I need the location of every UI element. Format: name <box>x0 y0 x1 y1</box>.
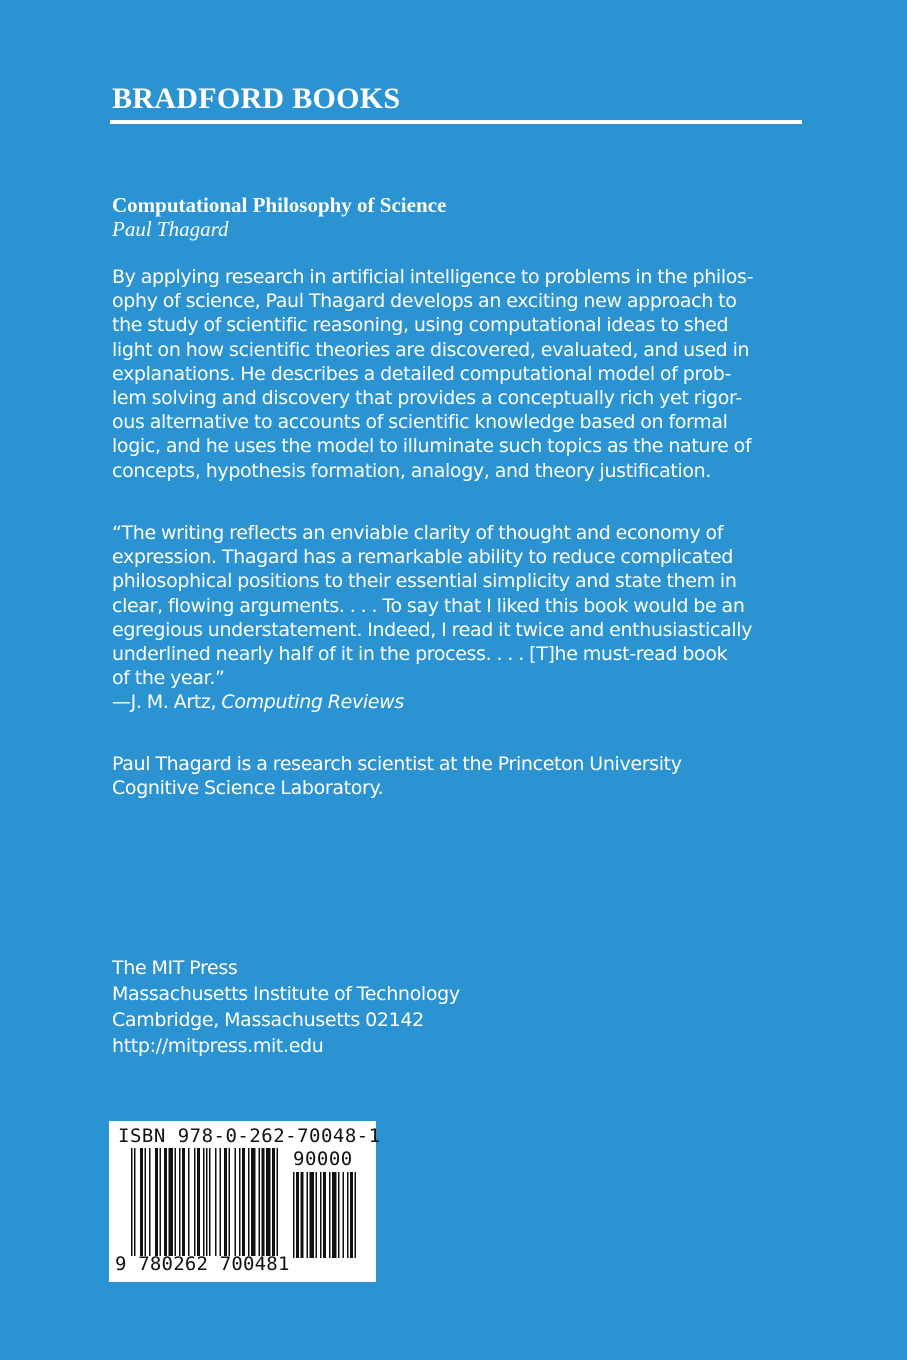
barcode-bar <box>182 1148 185 1256</box>
price-code: 90000 <box>293 1148 353 1170</box>
publisher-block <box>112 955 812 1059</box>
barcode-bar <box>262 1148 265 1256</box>
barcode-bar <box>175 1148 177 1256</box>
addon-barcode-bars <box>293 1172 367 1258</box>
bio-line: Paul Thagard is a research scientist at the Princeton University <box>112 753 682 775</box>
barcode-bar <box>206 1148 208 1256</box>
barcode-bar <box>134 1148 136 1256</box>
author-bio <box>112 752 812 800</box>
barcode-bar <box>277 1148 279 1256</box>
description-line: lem solving and discovery that provides a conceptually rich yet rigor- <box>112 387 742 410</box>
barcode-bar <box>145 1148 147 1256</box>
reviewer-name: —J. M. Artz, <box>112 691 222 714</box>
barcode-bar <box>266 1148 271 1256</box>
isbn-label: ISBN 978-0-262-70048-1 <box>118 1125 381 1147</box>
barcode-bar <box>224 1148 227 1256</box>
barcode-bar <box>149 1148 151 1256</box>
barcode-bar <box>242 1148 245 1256</box>
ean-digits: 9 780262 700481 <box>115 1253 290 1275</box>
barcode-bar <box>323 1172 326 1258</box>
barcode-bar <box>259 1148 261 1256</box>
barcode-bar <box>239 1148 241 1256</box>
barcode-bar <box>140 1148 143 1256</box>
barcode-bar <box>248 1148 250 1256</box>
barcode-bar <box>229 1148 231 1256</box>
publisher-name: The MIT Press <box>112 957 238 979</box>
series-title: BRADFORD BOOKS <box>112 82 401 115</box>
barcode-bar <box>251 1148 256 1256</box>
barcode-bar <box>194 1148 196 1256</box>
review-source: Computing Reviews <box>221 691 404 714</box>
barcode-bar <box>307 1172 309 1258</box>
book-description <box>112 265 812 483</box>
review-line: underlined nearly half of it in the process. . . . [T]he must-read book <box>112 643 728 666</box>
barcode-bar <box>347 1172 349 1258</box>
barcode-bar <box>220 1148 222 1256</box>
barcode-bar <box>188 1148 190 1256</box>
barcode-bar <box>343 1172 345 1258</box>
barcode-bar <box>169 1148 174 1256</box>
barcode-bar <box>209 1148 211 1256</box>
ean-barcode-bars <box>131 1148 281 1256</box>
review-line: expression. Thagard has a remarkable ability to reduce complicated <box>112 546 734 569</box>
barcode-bar <box>301 1172 304 1258</box>
review-line: “The writing reflects an enviable clarity of thought and economy of <box>112 522 724 544</box>
description-line: logic, and he uses the model to illuminate such topics as the nature of <box>112 435 752 458</box>
bio-line: Cognitive Science Laboratory. <box>112 777 384 800</box>
barcode-bar <box>350 1172 353 1258</box>
barcode-bar <box>316 1172 318 1258</box>
barcode-bar <box>164 1148 167 1256</box>
description-line: the study of scientific reasoning, using computational ideas to shed <box>112 314 729 337</box>
barcode-bar <box>310 1172 315 1258</box>
publisher-institution: Massachusetts Institute of Technology <box>112 983 460 1005</box>
description-line: concepts, hypothesis formation, analogy, and theory justification. <box>112 459 712 482</box>
barcode-bar <box>329 1172 331 1258</box>
barcode-bar <box>293 1172 295 1258</box>
description-line: light on how scientific theories are discovered, evaluated, and used in <box>112 338 750 361</box>
review-quote <box>112 521 812 715</box>
barcode-bar <box>338 1172 340 1258</box>
description-line: ophy of science, Paul Thagard develops an exciting new approach to <box>112 290 737 313</box>
barcode-bar <box>155 1148 158 1256</box>
description-line: ous alternative to accounts of scientific knowledge based on formal <box>112 411 728 434</box>
barcode-bar <box>160 1148 162 1256</box>
review-line: clear, flowing arguments. . . . To say that I liked this book would be an <box>112 594 745 617</box>
review-attribution <box>112 690 812 714</box>
header-rule <box>110 120 802 124</box>
book-author: Paul Thagard <box>112 217 229 241</box>
publisher-address: Cambridge, Massachusetts 02142 <box>112 1009 424 1031</box>
barcode-bar <box>320 1172 322 1258</box>
barcode-bar <box>332 1172 337 1258</box>
barcode-bar <box>272 1148 275 1256</box>
barcode-bar <box>197 1148 200 1256</box>
review-line: egregious understatement. Indeed, I read it twice and enthusiastically <box>112 618 753 641</box>
description-line: explanations. He describes a detailed computational model of prob- <box>112 362 731 385</box>
isbn-barcode <box>109 1121 381 1282</box>
barcode-bar <box>131 1148 133 1256</box>
review-line: of the year.” <box>112 667 225 690</box>
barcode-bar <box>235 1148 237 1256</box>
barcode-bar <box>296 1172 299 1258</box>
review-line: philosophical positions to their essential simplicity and state them in <box>112 570 737 593</box>
barcode-bar <box>179 1148 181 1256</box>
book-title: Computational Philosophy of Science <box>112 193 447 217</box>
description-line: By applying research in artificial intelligence to problems in the philos- <box>112 266 754 288</box>
publisher-url[interactable]: http://mitpress.mit.edu <box>112 1035 324 1057</box>
barcode-bar <box>203 1148 205 1256</box>
barcode-bar <box>355 1172 357 1258</box>
barcode-bar <box>215 1148 217 1256</box>
